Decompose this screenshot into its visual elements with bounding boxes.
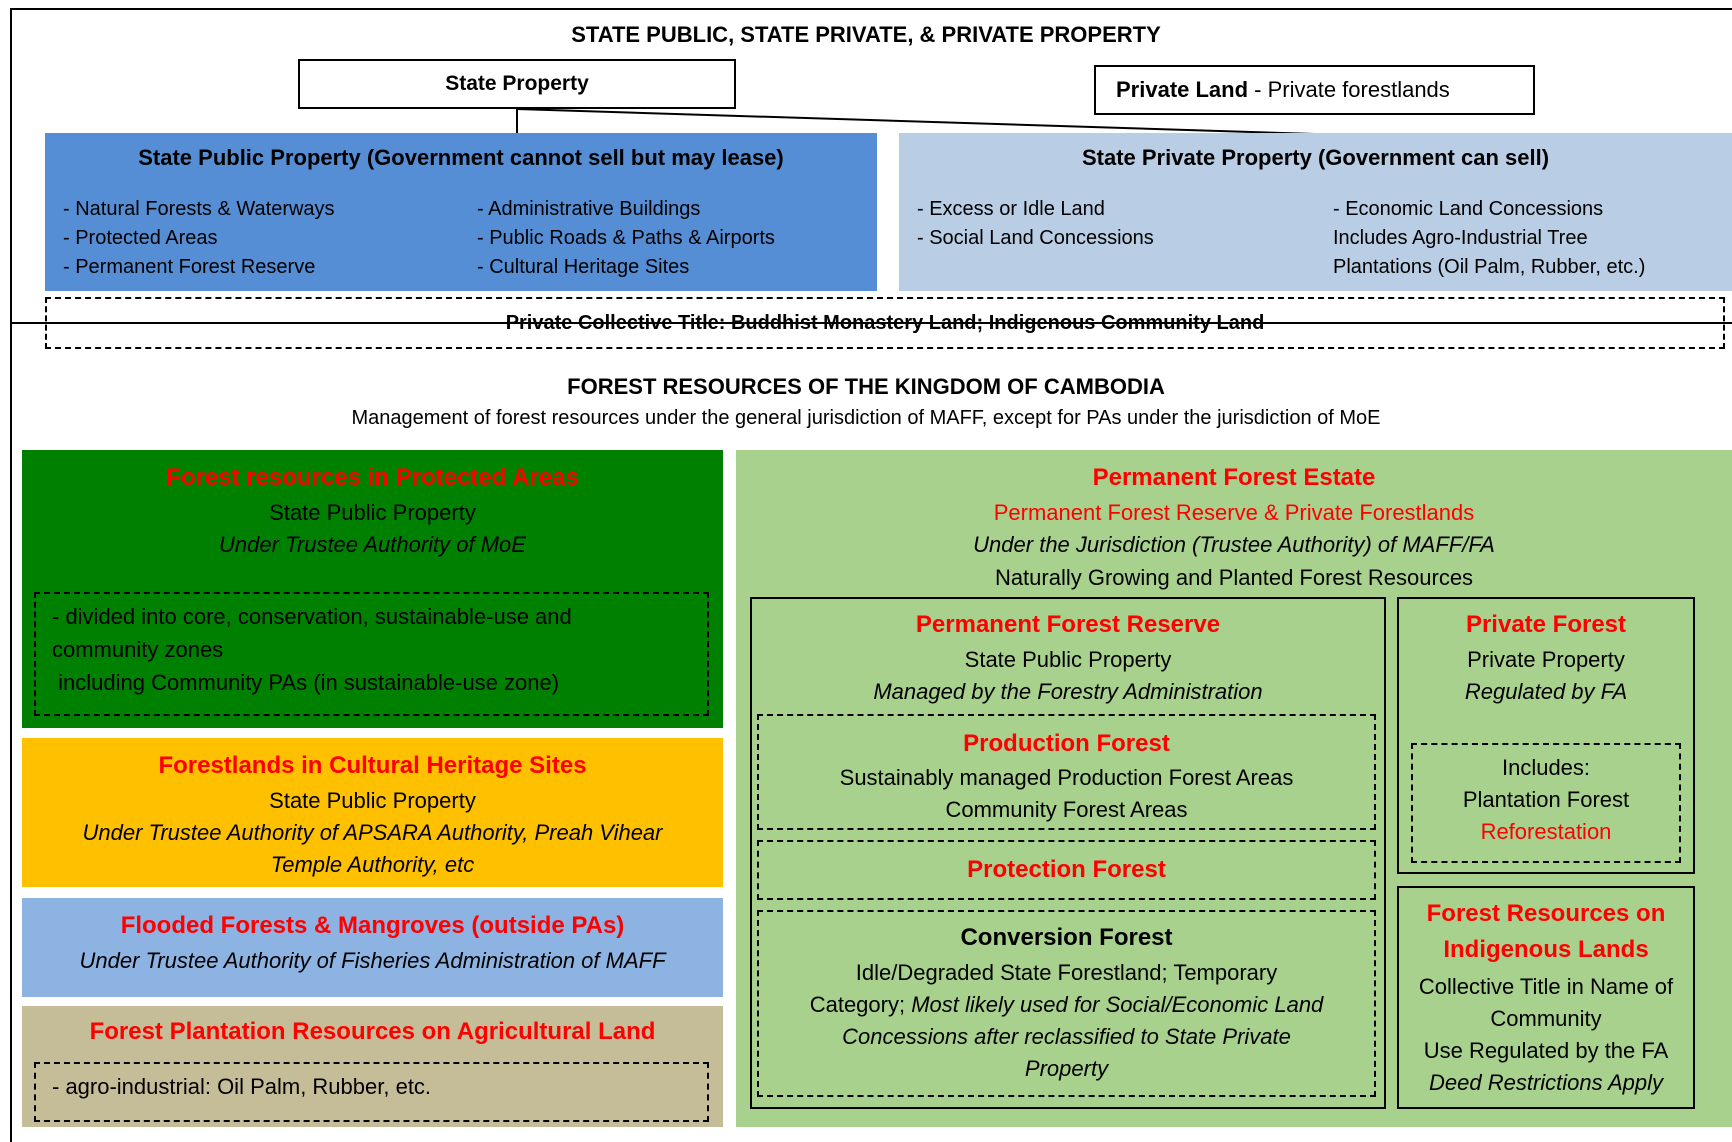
flooded-forests-box (22, 898, 723, 997)
flooded-forests-line1: Under Trustee Authority of Fisheries Administration of MAFF (79, 948, 666, 973)
private-forest-line1: Private Property (1467, 647, 1625, 672)
pfe-line1: Permanent Forest Reserve & Private Forestlands (993, 500, 1475, 525)
cultural-heritage-line1: State Public Property (269, 788, 476, 813)
cultural-heritage-line3: Temple Authority, etc (270, 852, 475, 877)
collective-title-label: Private Collective Title: Buddhist Monastery Land; Indigenous Community Land (505, 312, 1265, 334)
indigenous-line2: Community (1490, 1006, 1602, 1031)
state-public-item: - Cultural Heritage Sites (477, 256, 690, 278)
state-private-title: State Private Property (Government can sell) (1081, 145, 1550, 170)
conversion-forest-line2 (759, 992, 1374, 1018)
state-public-title: State Public Property (Government cannot sell but may lease) (138, 145, 784, 170)
cultural-heritage-title: Forestlands in Cultural Heritage Sites (158, 752, 587, 779)
private-land-label: Private Land (1116, 77, 1249, 102)
state-public-property-box (45, 133, 877, 291)
state-public-item: - Administrative Buildings (477, 198, 701, 220)
conversion-forest-title: Conversion Forest (960, 924, 1173, 951)
production-forest-line2: Community Forest Areas (945, 797, 1188, 822)
includes-reforestation: Reforestation (1480, 819, 1612, 844)
zones-line: - divided into core, conservation, sustainable-use and (52, 604, 572, 629)
conversion-forest-line1: Idle/Degraded State Forestland; Temporary (855, 960, 1278, 985)
state-public-col1 (63, 195, 335, 282)
indigenous-title-2: Indigenous Lands (1443, 936, 1649, 963)
protected-areas-line1: State Public Property (269, 500, 476, 525)
state-public-item: - Permanent Forest Reserve (63, 256, 316, 278)
state-private-item: - Excess or Idle Land (917, 198, 1105, 220)
forest-section-subtitle: Management of forest resources under the general jurisdiction of MAFF, except for PAs under the jurisdiction of MoE (351, 407, 1381, 429)
state-property-label: State Property (445, 72, 589, 95)
state-private-item: - Social Land Concessions (917, 227, 1154, 249)
state-public-item: - Protected Areas (63, 227, 218, 249)
plantation-items-box (34, 1062, 709, 1122)
pfr-line2: Managed by the Forestry Administration (873, 679, 1263, 704)
private-forest-includes-box (1411, 743, 1681, 863)
state-public-item: - Natural Forests & Waterways (63, 198, 335, 220)
private-forest-box (1397, 597, 1695, 874)
state-private-item: Plantations (Oil Palm, Rubber, etc.) (1333, 256, 1646, 278)
pfr-title: Permanent Forest Reserve (915, 611, 1221, 638)
protection-forest-box (757, 840, 1376, 900)
plantation-item: - agro-industrial: Oil Palm, Rubber, etc. (52, 1074, 432, 1099)
collective-title-box (45, 297, 1725, 349)
cultural-heritage-line2: Under Trustee Authority of APSARA Authority, Preah Vihear (82, 820, 663, 845)
pfe-title: Permanent Forest Estate (1092, 464, 1376, 491)
zones-line: community zones (52, 637, 224, 662)
connector-to-private (517, 109, 1315, 134)
production-forest-line1: Sustainably managed Production Forest Areas (839, 765, 1294, 790)
state-public-col2 (477, 195, 775, 282)
indigenous-title-1: Forest Resources on (1426, 900, 1666, 927)
pfe-line3: Naturally Growing and Planted Forest Resources (994, 565, 1474, 590)
conversion-forest-box (757, 910, 1376, 1097)
connector-lines (0, 0, 1732, 140)
private-forest-line2: Regulated by FA (1464, 679, 1628, 704)
conversion-forest-line3: Concessions after reclassified to State Private (842, 1024, 1291, 1049)
state-private-item: - Economic Land Concessions (1333, 198, 1604, 220)
protected-areas-title: Forest resources in Protected Areas (166, 464, 579, 491)
indigenous-line3: Use Regulated by the FA (1423, 1038, 1669, 1063)
property-section-title: STATE PUBLIC, STATE PRIVATE, & PRIVATE PROPERTY (571, 22, 1161, 47)
forest-section-title: FOREST RESOURCES OF THE KINGDOM OF CAMBODIA (567, 374, 1165, 399)
production-forest-box (757, 714, 1376, 830)
private-forest-title: Private Forest (1465, 611, 1627, 638)
state-private-col2 (1333, 195, 1645, 282)
includes-plantation: Plantation Forest (1462, 787, 1630, 812)
zones-line: including Community PAs (in sustainable-use zone) (52, 670, 560, 695)
state-private-item: Includes Agro-Industrial Tree (1333, 227, 1588, 249)
pfr-line1: State Public Property (964, 647, 1172, 672)
includes-label: Includes: (1501, 755, 1591, 780)
indigenous-line4: Deed Restrictions Apply (1429, 1070, 1663, 1095)
plantation-resources-box (22, 1006, 723, 1127)
protected-areas-line2: Under Trustee Authority of MoE (219, 532, 526, 557)
protected-zones-box (34, 592, 709, 716)
cultural-heritage-box (22, 738, 723, 887)
protected-areas-box (22, 450, 723, 728)
conversion-forest-line4: Property (1024, 1056, 1109, 1081)
pfe-line2: Under the Jurisdiction (Trustee Authority) of MAFF/FA (973, 532, 1495, 557)
plantation-resources-title: Forest Plantation Resources on Agricultural Land (89, 1018, 656, 1045)
state-private-property-box (899, 133, 1732, 291)
state-private-col1 (917, 195, 1154, 253)
state-public-item: - Public Roads & Paths & Airports (477, 227, 775, 249)
protection-forest-title: Protection Forest (967, 856, 1166, 883)
indigenous-lands-box (1397, 886, 1695, 1109)
indigenous-line1: Collective Title in Name of (1418, 974, 1674, 999)
conversion-line2-plain: Category; (809, 992, 912, 1017)
private-land-desc: - Private forestlands (1248, 77, 1450, 102)
production-forest-title: Production Forest (963, 730, 1170, 757)
conversion-line2-italic: Most likely used for Social/Economic Land (911, 992, 1324, 1017)
flooded-forests-title: Flooded Forests & Mangroves (outside PAs) (120, 912, 625, 939)
